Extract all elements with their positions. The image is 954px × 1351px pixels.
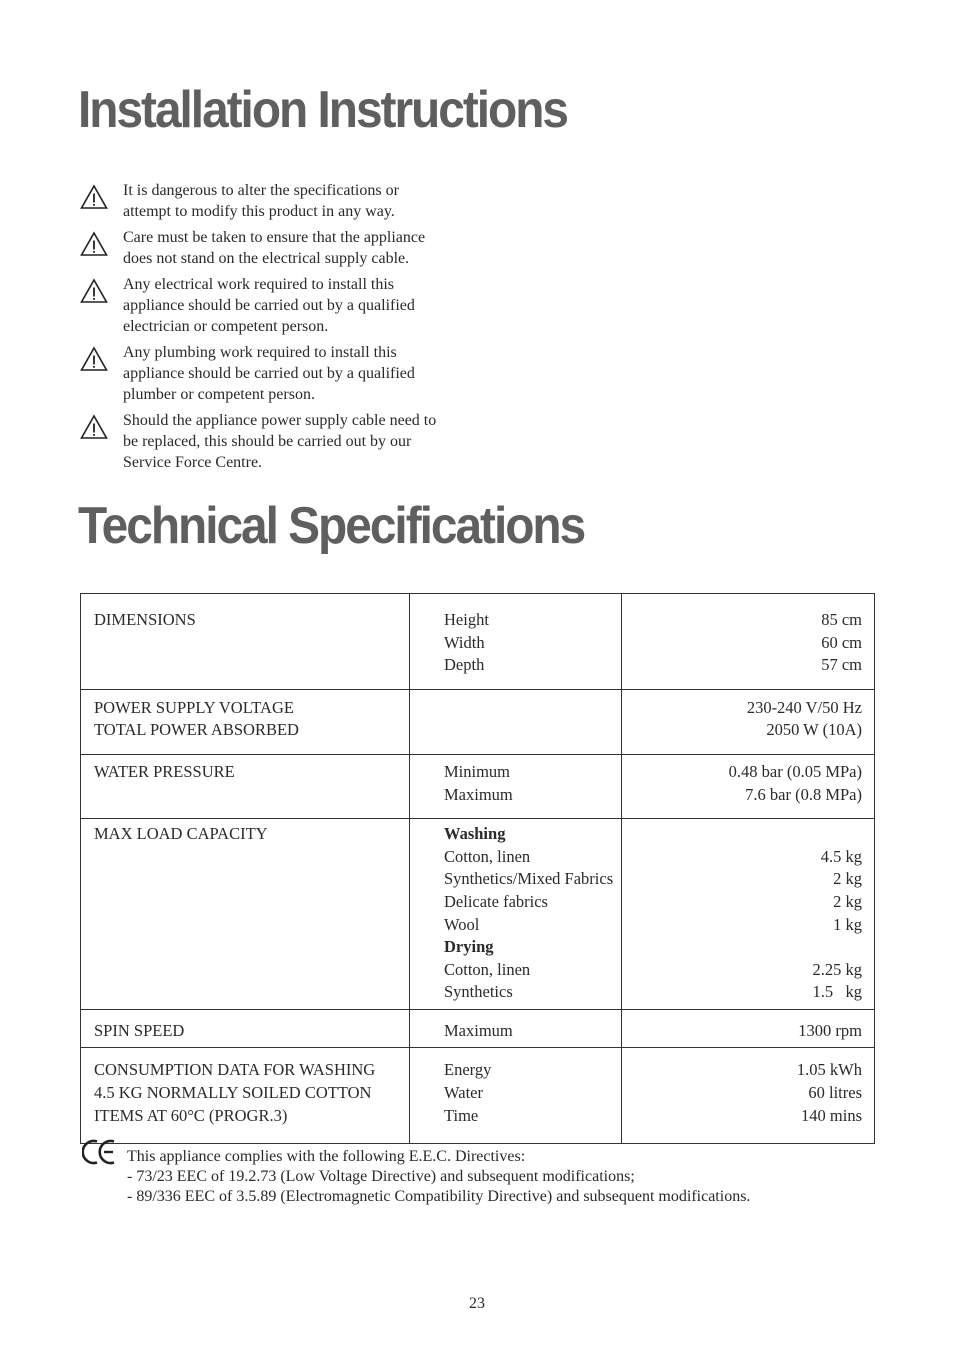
warning-line: does not stand on the electrical supply cable. <box>123 250 410 267</box>
table-row <box>81 1047 875 1143</box>
spec-label: WATER PRESSURE <box>94 761 235 781</box>
spec-label: SPIN SPEED <box>94 1020 185 1040</box>
spec-name: Width <box>444 632 485 652</box>
spec-label-cell <box>81 1047 410 1143</box>
spec-value: 230-240 V/50 Hz <box>746 697 862 717</box>
spec-name: Energy <box>444 1059 492 1079</box>
spec-value: 57 cm <box>821 655 862 675</box>
spec-value: 60 litres <box>808 1082 862 1102</box>
spacer <box>622 823 862 846</box>
warning-triangle-icon <box>80 231 108 257</box>
spec-label: MAX LOAD CAPACITY <box>94 824 268 844</box>
spec-name: Minimum <box>444 761 511 781</box>
drying-heading: Drying <box>444 937 494 957</box>
table-row <box>81 819 875 1010</box>
spec-name-cell <box>410 1047 622 1143</box>
spec-value-cell <box>622 1009 875 1047</box>
spec-value-cell <box>622 1047 875 1143</box>
spec-value: 4.5 kg <box>820 846 862 866</box>
warning-item <box>80 274 460 337</box>
spec-value: 2 kg <box>833 891 862 911</box>
spec-name: Delicate fabrics <box>444 891 548 911</box>
table-row <box>81 689 875 754</box>
warning-line: appliance should be carried out by a qualified <box>123 365 415 382</box>
spec-name-cell <box>410 689 622 754</box>
installation-heading: Installation Instructions <box>78 81 567 139</box>
spec-label-cell <box>81 819 410 1010</box>
spec-value-cell <box>622 819 875 1010</box>
warning-list <box>80 180 460 478</box>
warning-line: electrician or competent person. <box>123 318 329 335</box>
warning-line: Should the appliance power supply cable need to <box>123 412 437 429</box>
table-row <box>81 594 875 690</box>
spec-value-cell <box>622 689 875 754</box>
spec-name-cell <box>410 819 622 1010</box>
spec-label-cell <box>81 1009 410 1047</box>
spec-value: 2 kg <box>833 869 862 889</box>
spec-value: 7.6 bar (0.8 MPa) <box>745 784 862 804</box>
warning-triangle-icon <box>80 346 108 372</box>
warning-item <box>80 180 460 222</box>
technical-heading: Technical Specifications <box>78 497 585 555</box>
ce-mark-icon <box>82 1137 118 1167</box>
spec-name: Synthetics/Mixed Fabrics <box>444 869 614 889</box>
table-row <box>81 1009 875 1047</box>
warning-line: Service Force Centre. <box>123 454 263 471</box>
spec-value-cell <box>622 754 875 818</box>
spec-name: Cotton, linen <box>444 846 531 866</box>
spec-label: 4.5 KG NORMALLY SOILED COTTON <box>94 1082 372 1102</box>
spec-name-cell <box>410 594 622 690</box>
compliance-item: - 89/336 EEC of 3.5.89 (Electromagnetic Compatibility Directive) and subsequent modifications. <box>127 1188 751 1205</box>
compliance-text <box>127 1147 750 1207</box>
warning-line: attempt to modify this product in any way. <box>123 203 395 220</box>
spec-name: Maximum <box>444 784 513 804</box>
warning-triangle-icon <box>80 278 108 304</box>
warning-item <box>80 342 460 405</box>
spec-name: Maximum <box>444 1020 513 1040</box>
warning-triangle-icon <box>80 184 108 210</box>
spec-value: 0.48 bar (0.05 MPa) <box>728 761 862 781</box>
warning-line: plumber or competent person. <box>123 386 315 403</box>
compliance-intro: This appliance complies with the following E.E.C. Directives: <box>127 1148 526 1165</box>
spec-name: Wool <box>444 914 480 934</box>
spec-label: TOTAL POWER ABSORBED <box>94 720 299 740</box>
warning-line: be replaced, this should be carried out by our <box>123 433 412 450</box>
spec-name: Cotton, linen <box>444 959 531 979</box>
spec-name: Synthetics <box>444 982 513 1002</box>
spec-label: ITEMS AT 60°C (PROGR.3) <box>94 1105 288 1125</box>
spec-value: 140 mins <box>801 1105 862 1125</box>
spec-name-cell <box>410 1009 622 1047</box>
spacer <box>622 936 862 959</box>
spec-label-cell <box>81 754 410 818</box>
spec-value: 2.25 kg <box>812 959 862 979</box>
warning-item <box>80 227 460 269</box>
spec-label: CONSUMPTION DATA FOR WASHING <box>94 1059 376 1079</box>
spec-value: 60 cm <box>821 632 862 652</box>
spec-name-cell <box>410 754 622 818</box>
table-row <box>81 754 875 818</box>
warning-triangle-icon <box>80 414 108 440</box>
spec-name: Time <box>444 1105 479 1125</box>
spec-value: 2050 W (10A) <box>766 720 862 740</box>
warning-line: appliance should be carried out by a qualified <box>123 297 415 314</box>
spec-value: 1.05 kWh <box>796 1059 862 1079</box>
spec-table <box>80 593 875 1144</box>
warning-item <box>80 410 460 473</box>
spec-label-cell <box>81 594 410 690</box>
washing-heading: Washing <box>444 824 506 844</box>
compliance-item: - 73/23 EEC of 19.2.73 (Low Voltage Directive) and subsequent modifications; <box>127 1168 635 1185</box>
warning-line: Any plumbing work required to install this <box>123 344 397 361</box>
spec-label: DIMENSIONS <box>94 610 196 629</box>
page-number: 23 <box>469 1295 485 1312</box>
spec-label: POWER SUPPLY VOLTAGE <box>94 697 294 717</box>
spec-value: 1.5 kg <box>812 982 862 1002</box>
spec-value: 1 kg <box>833 914 862 934</box>
spec-value: 1300 rpm <box>798 1020 862 1040</box>
spec-label-cell <box>81 689 410 754</box>
spec-name: Depth <box>444 655 485 675</box>
spec-name: Height <box>444 610 489 629</box>
spec-value-cell <box>622 594 875 690</box>
spec-value: 85 cm <box>821 610 862 629</box>
warning-line: It is dangerous to alter the specifications or <box>123 182 399 199</box>
warning-line: Any electrical work required to install this <box>123 276 395 293</box>
spec-name: Water <box>444 1082 483 1102</box>
warning-line: Care must be taken to ensure that the appliance <box>123 229 426 246</box>
